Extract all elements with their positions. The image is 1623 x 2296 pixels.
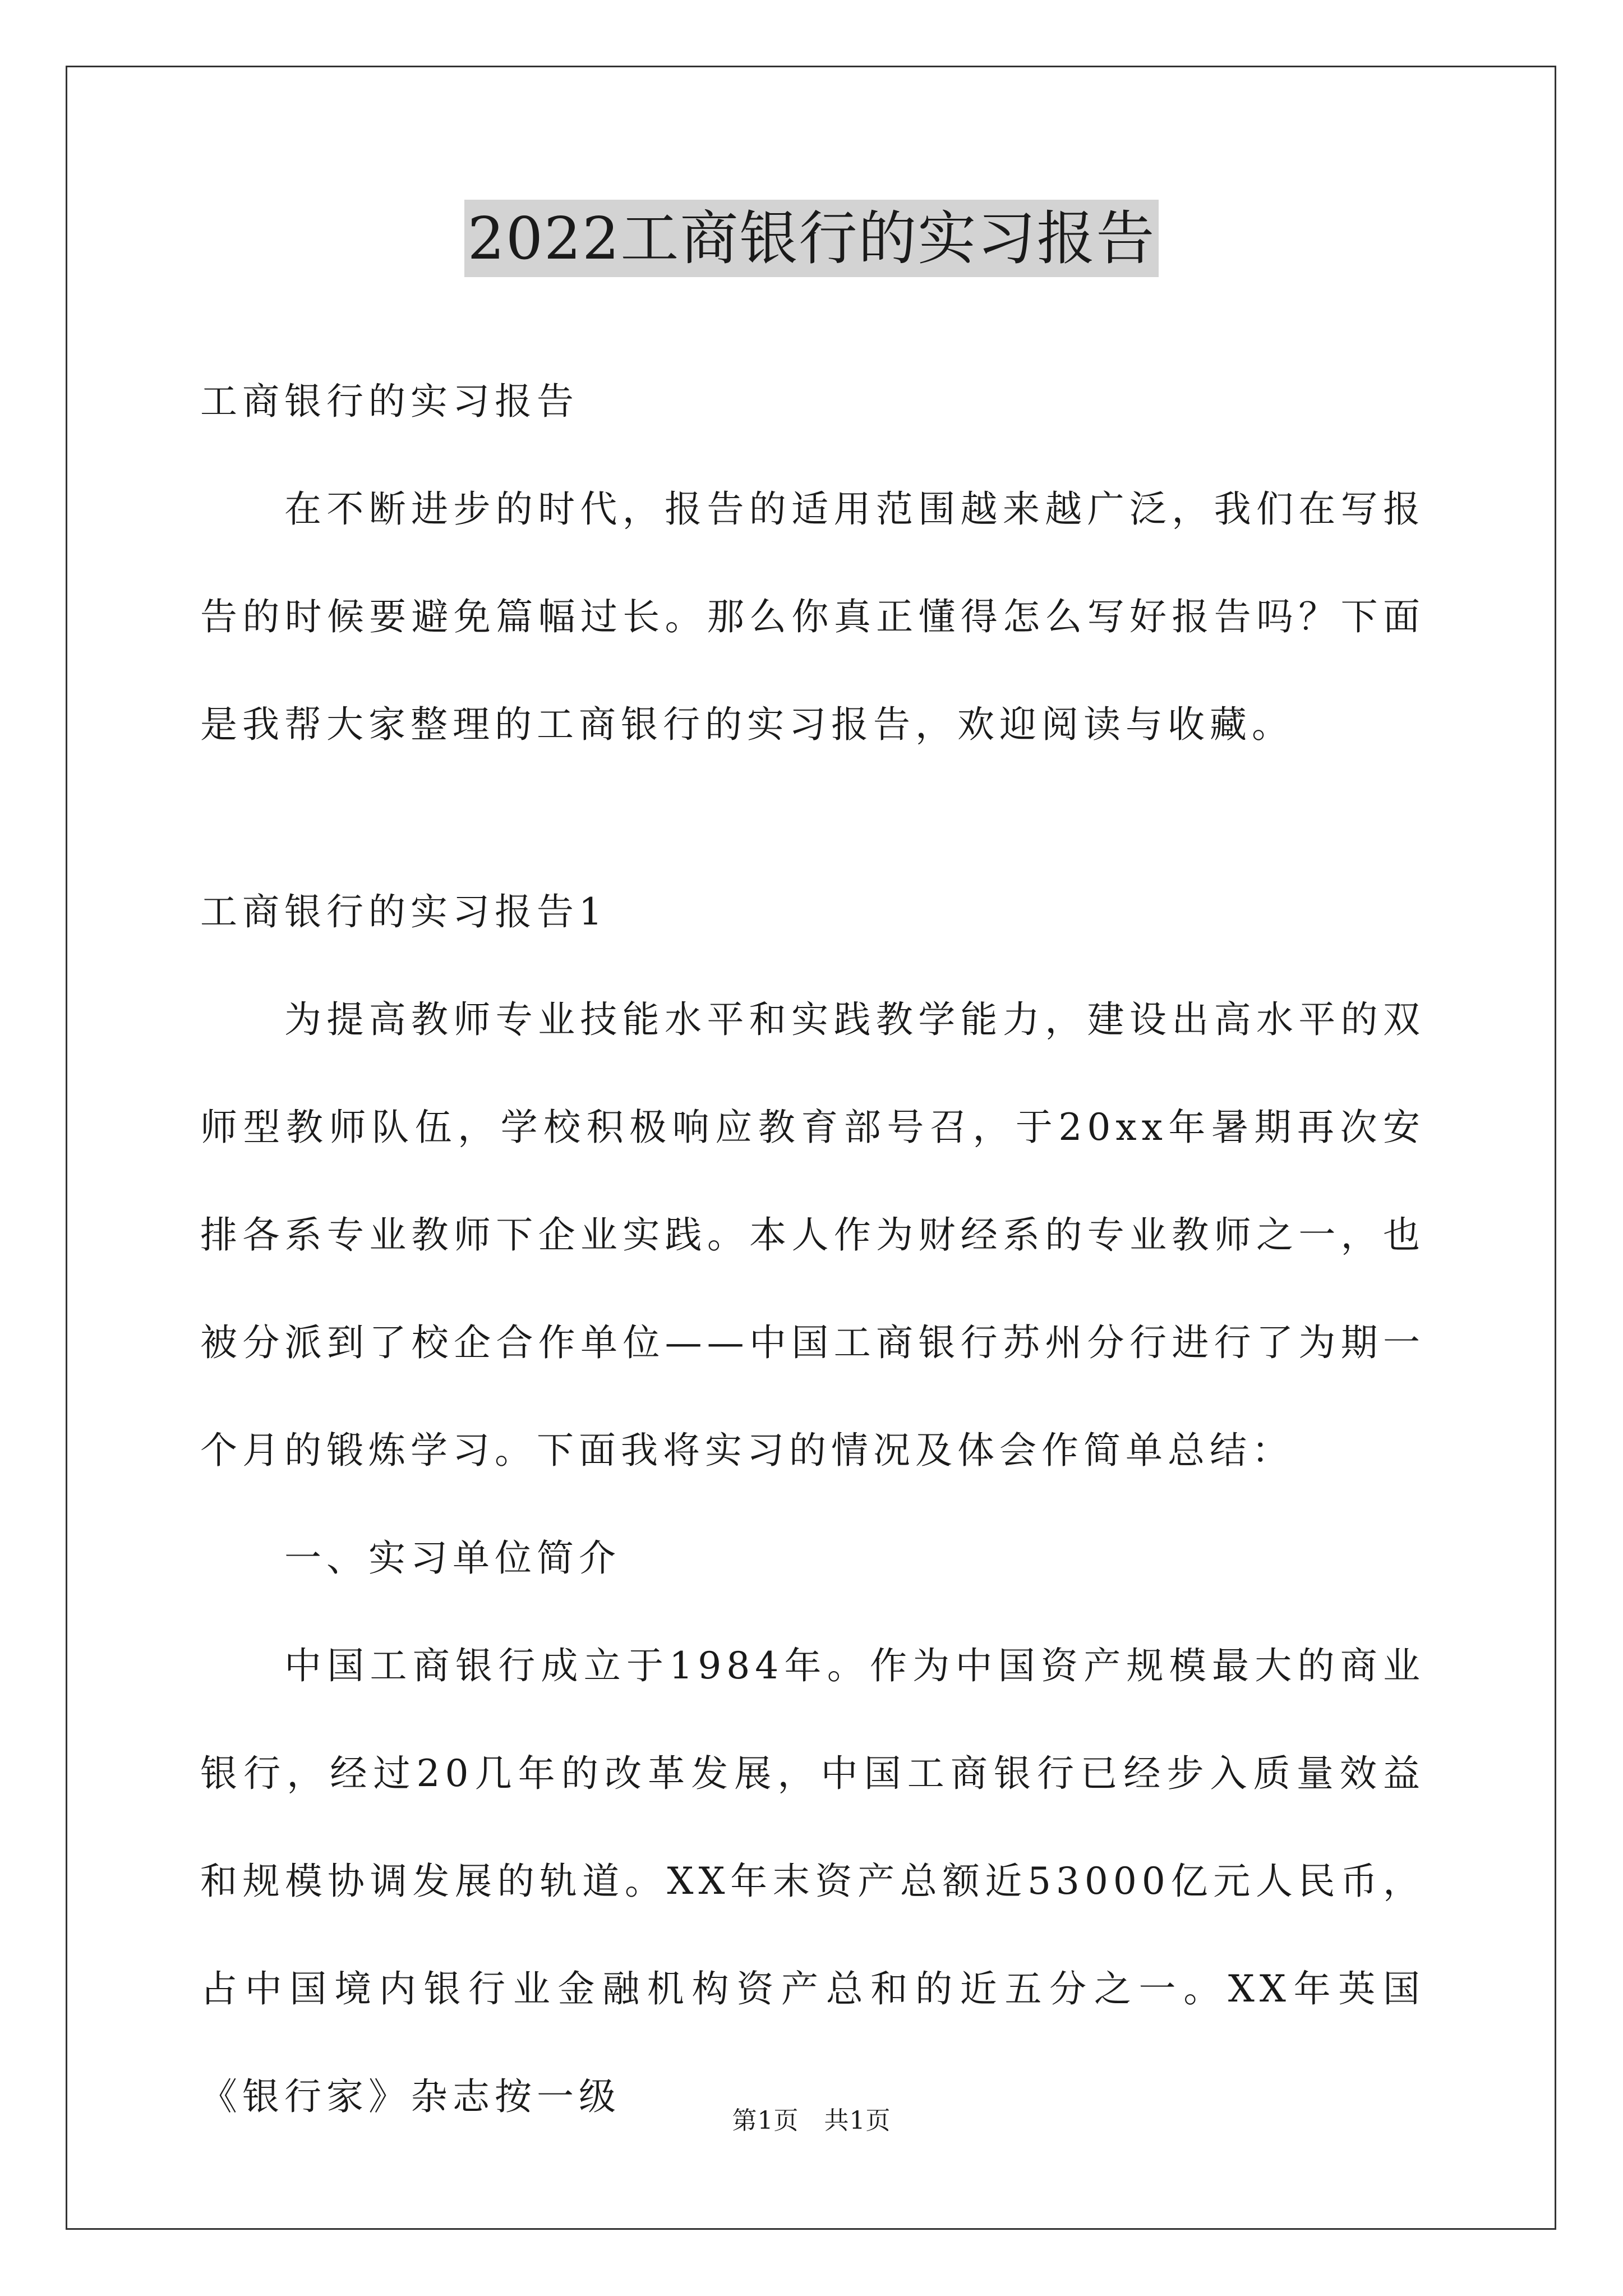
heading-1: 一、实习单位简介	[284, 1536, 621, 1580]
section-title: 工商银行的实习报告1	[200, 890, 607, 933]
intro-paragraph: 在不断进步的时代，报告的适用范围越来越广泛，我们在写报告的时候要避免篇幅过长。那么你真正懂得怎么写好报告吗？下面是我帮大家整理的工商银行的实习报告，欢迎阅读与收藏。	[200, 487, 1425, 746]
page-footer: 第1页 共1页	[732, 2106, 891, 2135]
paragraph-2: 中国工商银行成立于1984年。作为中国资产规模最大的商业银行，经过20几年的改革发展，中国工商银行已经步入质量效益和规模协调发展的轨道。XX年末资产总额近53000亿元人民币，占中国境内银行业金融机构资产总和的近五分之一。XX年英国《银行家》杂志按一级	[200, 1644, 1425, 2118]
document-title	[0, 199, 1623, 278]
document-title-text: 2022工商银行的实习报告	[464, 200, 1159, 277]
document-body-top	[200, 348, 1425, 779]
document-body-main	[200, 858, 1425, 2151]
paragraph-1: 为提高教师专业技能水平和实践教学能力，建设出高水平的双师型教师队伍，学校积极响应教育部号召，于20xx年暑期再次安排各系专业教师下企业实践。本人作为财经系的专业教师之一，也被分派到了校企合作单位——中国工商银行苏州分行进行了为期一个月的锻炼学习。下面我将实习的情况及体会作简单总结：	[200, 998, 1425, 1472]
subtitle: 工商银行的实习报告	[200, 380, 579, 423]
